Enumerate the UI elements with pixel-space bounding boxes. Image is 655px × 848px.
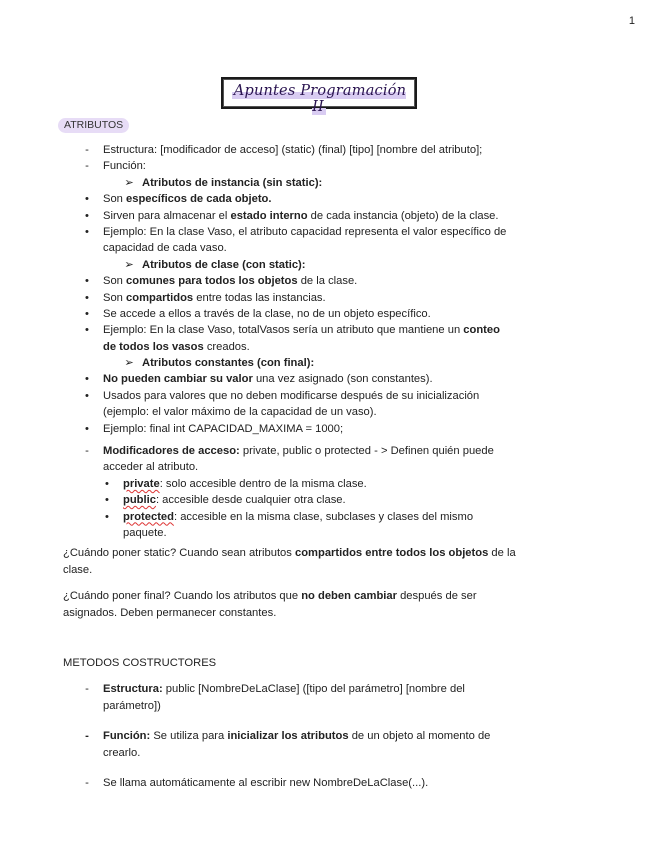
bullet-icon: •: [105, 510, 109, 523]
dash-marker: -: [85, 730, 89, 743]
list-item: - Se llama automáticamente al escribir new NombreDeLaClase(...).: [0, 775, 655, 791]
subheading-clase: ➢ Atributos de clase (con static):: [0, 257, 655, 273]
list-item: • Usados para valores que no deben modificarse después de su inicialización: [0, 388, 655, 404]
section-heading-metodos: METODOS COSTRUCTORES: [63, 656, 217, 669]
bullet-icon: •: [85, 373, 89, 386]
list-item-continuation: paquete.: [123, 526, 167, 539]
list-item-continuation: de todos los vasos creados.: [103, 340, 250, 353]
bullet-icon: •: [85, 225, 89, 238]
list-item: • No pueden cambiar su valor una vez asignado (son constantes).: [0, 371, 655, 387]
list-item: • Son específicos de cada objeto.: [0, 191, 655, 207]
list-item-continuation: capacidad de cada vaso.: [103, 242, 227, 255]
dash-marker: -: [85, 160, 89, 173]
paragraph-final: ¿Cuándo poner final? Cuando los atributos que no deben cambiar después de ser: [63, 590, 477, 603]
section-atributos-pill: ATRIBUTOS: [58, 118, 129, 133]
list-item: • protected: accesible en la misma clase, subclases y clases del mismo: [0, 509, 655, 525]
subheading-constantes: ➢ Atributos constantes (con final):: [0, 355, 655, 371]
list-item: - Función: Se utiliza para inicializar los atributos de un objeto al momento de: [0, 728, 655, 744]
bullet-icon: •: [85, 389, 89, 402]
list-item-continuation: (ejemplo: el valor máximo de la capacidad de un vaso).: [103, 406, 377, 419]
dash-marker: -: [85, 144, 89, 156]
bullet-icon: •: [85, 422, 89, 435]
bullet-icon: •: [85, 275, 89, 288]
list-item: - Estructura: [modificador de acceso] (static) (final) [tipo] [nombre del atributo];: [0, 142, 655, 158]
subheading-instancia: ➢ Atributos de instancia (sin static):: [0, 175, 655, 191]
bullet-icon: •: [85, 209, 89, 222]
arrow-bullet-icon: ➢: [124, 176, 134, 189]
list-item: • private: solo accesible dentro de la misma clase.: [0, 476, 655, 492]
list-item: • Son comunes para todos los objetos de la clase.: [0, 273, 655, 289]
dash-marker: -: [85, 683, 89, 696]
bullet-icon: •: [85, 193, 89, 206]
paragraph-static: ¿Cuándo poner static? Cuando sean atributos compartidos entre todos los objetos de la: [63, 547, 516, 560]
list-item: • Sirven para almacenar el estado interno de cada instancia (objeto) de la clase.: [0, 208, 655, 224]
bullet-icon: •: [105, 477, 109, 490]
list-item: • Son compartidos entre todas las instancias.: [0, 290, 655, 306]
notes-content: [0, 142, 655, 791]
dash-marker: -: [85, 445, 89, 458]
bullet-icon: •: [85, 307, 89, 320]
bullet-icon: •: [85, 324, 89, 337]
list-item-continuation: acceder al atributo.: [103, 461, 199, 474]
list-item: - Función:: [0, 158, 655, 174]
arrow-bullet-icon: ➢: [124, 357, 134, 370]
list-item: • Ejemplo: En la clase Vaso, totalVasos sería un atributo que mantiene un conteo: [0, 322, 655, 338]
list-item: • Ejemplo: En la clase Vaso, el atributo capacidad representa el valor específico de: [0, 224, 655, 240]
page-number: 1: [628, 15, 635, 27]
paragraph-continuation: clase.: [63, 563, 93, 576]
list-item-continuation: crearlo.: [103, 746, 141, 759]
page-title: Apuntes Programación II: [233, 83, 407, 116]
list-item-continuation: parámetro]): [103, 699, 161, 712]
title-box: [221, 77, 417, 116]
list-item: • Ejemplo: final int CAPACIDAD_MAXIMA = 1000;: [0, 421, 655, 437]
list-item: - Estructura: public [NombreDeLaClase] ([tipo del parámetro] [nombre del: [0, 681, 655, 697]
list-item: - Modificadores de acceso: private, public o protected - > Definen quién puede: [0, 443, 655, 459]
dash-marker: -: [85, 776, 89, 789]
paragraph-continuation: asignados. Deben permanecer constantes.: [63, 606, 277, 619]
bullet-icon: •: [85, 291, 89, 304]
arrow-bullet-icon: ➢: [124, 258, 134, 271]
list-item: • public: accesible desde cualquier otra clase.: [0, 492, 655, 508]
bullet-icon: •: [105, 494, 109, 507]
list-item: • Se accede a ellos a través de la clase, no de un objeto específico.: [0, 306, 655, 322]
